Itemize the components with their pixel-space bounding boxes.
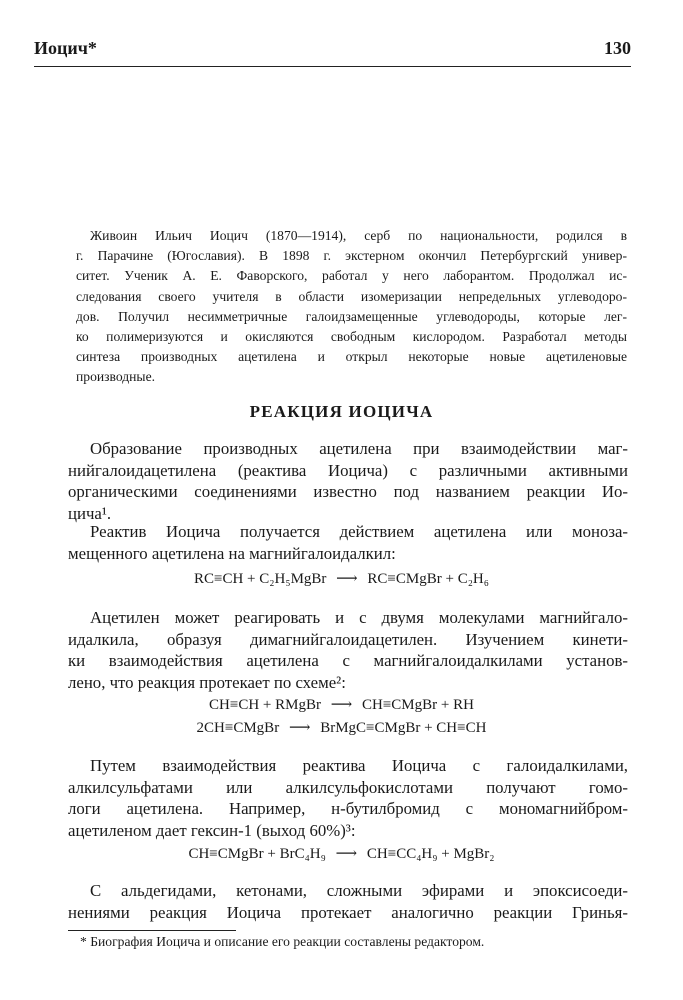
paragraph-4 [68,755,628,841]
biography-paragraph [76,226,627,388]
page-number: 130 [604,38,631,58]
text-line: мещенного ацетилена на магнийгалоидалкил: [68,543,396,563]
equation-products: CH≡CMgBr + RH [362,697,474,713]
equation-products: CH≡CC₄H₉ + MgBr₂ [366,846,495,862]
equation-reactants: RC≡CH + C₂H₅MgBr [194,571,327,587]
equation-1 [0,569,683,588]
text-line: нийгалоидацетилена (реактива Иоцича) с различными активными [68,460,628,480]
bio-line: следования своего учителя в области изомеризации непредельных углеводоро- [76,288,627,304]
footnote: * Биография Иоцича и описание его реакции составлены редактором. [80,934,485,949]
text-line: логи ацетилена. Например, н-бутилбромид с мономагнийбром- [68,799,628,819]
equation-products: BrMgC≡CMgBr + CH≡CH [320,720,487,736]
reaction-arrow: ⟶ [336,571,358,587]
reaction-arrow: ⟶ [335,846,358,862]
equation-products: RC≡CMgBr + C₂H₆ [367,571,489,587]
text-line: нениями реакция Иоцича протекает аналогично реакции Гринья- [68,902,628,922]
bio-line: синтеза производных ацетилена и открыл некоторые новые ацетиленовые [76,349,627,365]
bio-line: производные. [76,369,156,385]
reaction-arrow: ⟶ [330,697,353,713]
text-line: Реактив Иоцича получается действием ацетилена или монозa- [90,522,628,541]
text-line: идалкила, образуя димагнийгалоидацетилен. Изучением кинети- [68,629,628,649]
equation-reactants: 2CH≡CMgBr [196,720,280,736]
text-line: цича¹. [68,503,112,523]
paragraph-2 [68,521,628,564]
text-line: Ацетилен может реагировать и с двумя молекулами магнийгало- [90,608,628,627]
text-line: алкилсульфатами или алкилсульфокислотами получают гомо- [68,777,628,797]
reaction-arrow: ⟶ [288,720,311,736]
footnote-rule [68,930,236,931]
page-header [34,38,631,59]
section-title: РЕАКЦИЯ ИОЦИЧА [249,402,434,421]
text-line: ки взаимодействия ацетилена с магнийгалоидалкилами установ- [68,651,628,671]
text-line: С альдегидами, кетонами, сложными эфирами и эпоксисоеди- [90,881,628,900]
bio-line: Живоин Ильич Иоцич (1870—1914), серб по национальности, родился в [90,228,627,243]
bio-line: ко полимеризуются и окисляются свободным кислородом. Разработал методы [76,329,627,345]
equation-3 [0,718,683,737]
paragraph-3 [68,607,628,693]
running-title: Иоцич* [34,38,97,58]
bio-line: г. Парачине (Югославия). В 1898 г. экстерном окончил Петербургский универ- [76,248,627,264]
equation-4 [0,844,683,863]
text-line: лено, что реакция протекает по схеме²: [68,672,346,692]
paragraph-5 [68,880,628,923]
equation-reactants: CH≡CMgBr + BrC₄H₉ [188,846,326,862]
bio-line: дов. Получил несимметричные галоидзамещенные углеводороды, которые лег- [76,308,627,324]
text-line: Путем взаимодействия реактива Иоцича с галоидалкилами, [90,756,628,775]
equation-2 [0,695,683,714]
text-line: ацетиленом дает гексин-1 (выход 60%)³: [68,820,356,840]
header-rule [34,66,631,67]
text-line: Образование производных ацетилена при взаимодействии маг- [90,439,628,458]
paragraph-1 [68,438,628,524]
equation-reactants: CH≡CH + RMgBr [209,697,321,713]
text-line: органическими соединениями известно под названием реакции Ио- [68,482,628,502]
bio-line: ситет. Ученик А. Е. Фаворского, работал у него лаборантом. Продолжал ис- [76,268,627,284]
